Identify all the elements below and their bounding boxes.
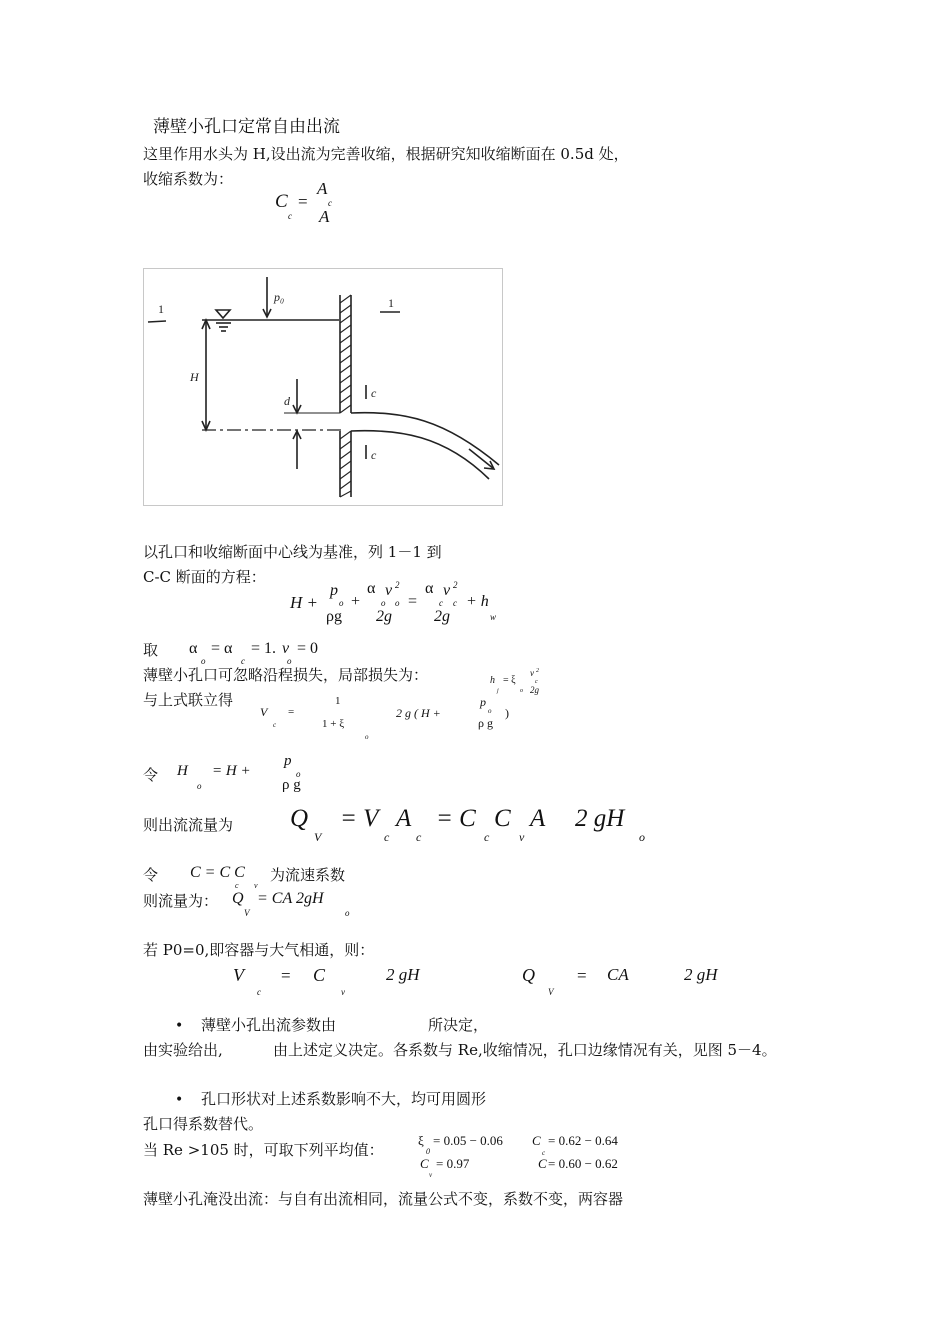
- svg-text:1: 1: [158, 302, 164, 316]
- bullet-1-line2-b: 由上述定义决定。各系数与 Re,收缩情况，孔口边缘情况有关，见图 5－4。: [273, 1041, 777, 1059]
- bullet-2-text: 孔口形状对上述系数影响不大，均可用圆形: [201, 1090, 487, 1108]
- local-loss-text: 薄壁小孔口可忽略沿程损失，局部损失为：: [143, 666, 429, 684]
- bullet-1-line2-a: 由实验给出,: [143, 1041, 223, 1059]
- svg-text:c: c: [371, 386, 377, 400]
- svg-text:d: d: [284, 394, 290, 408]
- intro-line-1: 这里作用水头为 H,设出流为完善收缩，根据研究知收缩断面在 0.5d 处，: [143, 145, 629, 163]
- bullet-1-text-b: 所决定，: [428, 1016, 489, 1034]
- flow-rate-label-2: 则流量为：: [143, 892, 219, 910]
- let-label-2: 令: [143, 866, 159, 884]
- submerged-text: 薄壁小孔淹没出流：与自有出流相同，流量公式不变，系数不变，两容器: [143, 1190, 624, 1208]
- orifice-outflow-figure: [143, 268, 503, 506]
- section-title: 薄壁小孔口定常自由出流: [153, 117, 340, 137]
- intro-line-2: 收缩系数为：: [143, 170, 234, 188]
- flow-rate-label: 则出流流量为: [143, 816, 234, 834]
- orifice-diagram: [144, 269, 502, 505]
- svg-text:H: H: [190, 370, 199, 384]
- take-label: 取: [143, 641, 159, 659]
- averages-text: 当 Re >105 时，可取下列平均值：: [143, 1141, 384, 1159]
- bernoulli-intro-1: 以孔口和收缩断面中心线为基准，列 1－1 到: [143, 543, 442, 561]
- bullet-2-line2: 孔口得系数替代。: [143, 1115, 264, 1133]
- combine-text: 与上式联立得: [143, 691, 234, 709]
- bullet-1-mark: •: [175, 1018, 184, 1034]
- svg-text:c: c: [371, 448, 377, 462]
- coefficient-description: 为流速系数: [270, 866, 346, 884]
- svg-text:p₀: p₀: [274, 290, 285, 304]
- atmosphere-text: 若 P0=0,即容器与大气相通，则：: [143, 941, 375, 959]
- svg-text:1: 1: [388, 296, 394, 310]
- bernoulli-intro-2: C-C 断面的方程：: [143, 568, 266, 586]
- let-label-1: 令: [143, 766, 159, 784]
- bullet-2-mark: •: [175, 1092, 184, 1108]
- bullet-1-text-a: 薄壁小孔出流参数由: [201, 1016, 337, 1034]
